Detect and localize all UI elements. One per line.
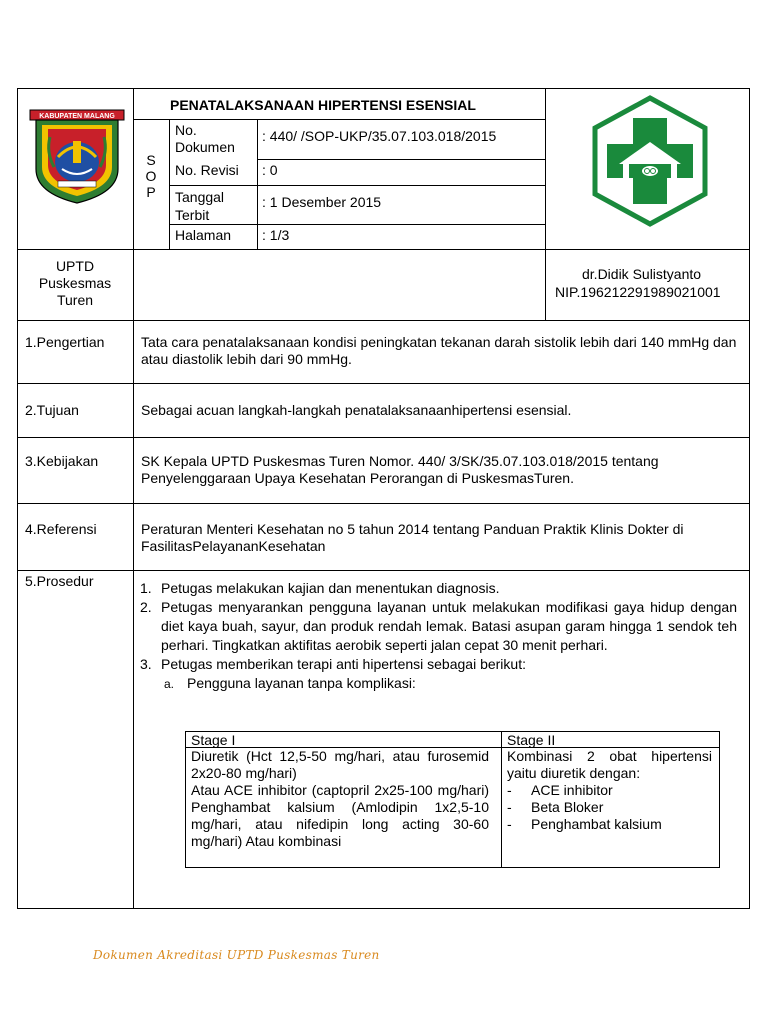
header-row-divider	[17, 249, 750, 250]
stage2-intro: Kombinasi 2 obat hipertensi yaitu diuretik dengan:	[507, 748, 712, 781]
field-label-tanggal-terbit	[175, 188, 245, 224]
bullet-dash: -	[507, 782, 512, 798]
puskesmas-logo	[585, 94, 715, 228]
stage2-item: ACE inhibitor	[531, 782, 613, 798]
org-line-1: UPTD	[55, 258, 95, 274]
section-label-prosedur: 5.Prosedur	[25, 573, 94, 589]
signer-name: dr.Didik Sulistyanto	[582, 266, 702, 282]
sop-label	[140, 152, 162, 200]
list-item	[507, 799, 712, 816]
section-label-tujuan: 2.Tujuan	[25, 402, 79, 418]
stage2-item: Penghambat kalsium	[531, 816, 662, 832]
kabupaten-malang-logo	[28, 107, 126, 205]
stage1-cell	[191, 748, 489, 850]
field-label-halaman: Halaman	[175, 227, 232, 243]
document-title: PENATALAKSANAAN HIPERTENSI ESENSIAL	[170, 97, 476, 113]
table-border-top	[17, 88, 750, 89]
section-label-kebijakan: 3.Kebijakan	[25, 453, 99, 469]
org-name	[20, 258, 130, 309]
section-label-referensi: 4.Referensi	[25, 521, 97, 537]
stage-column-divider	[501, 732, 502, 867]
step-text: Petugas melakukan kajian dan menentukan diagnosis.	[161, 580, 500, 596]
sub-marker: a.	[164, 677, 175, 691]
list-item	[507, 816, 712, 833]
step-number: 3.	[140, 656, 152, 672]
section-label-pengertian: 1.Pengertian	[25, 334, 105, 350]
sub-list-item	[134, 674, 737, 693]
list-item	[507, 782, 712, 799]
tanggal-terbit-text: Tanggal Terbit	[175, 189, 225, 223]
section-text-pengertian: Tata cara penatalaksanaan kondisi peningkatan tekanan darah sistolik lebih dari 140 mmHg dan atau diastolik lebih dari 90 mmHg.	[141, 334, 737, 367]
field-label-no-dokumen: No. Dokumen	[175, 122, 235, 155]
stage2-header: Stage II	[507, 732, 556, 748]
stage1-header: Stage I	[191, 732, 236, 748]
section-text-tujuan: Sebagai acuan langkah-langkah penatalaksanaanhipertensi esensial.	[141, 402, 572, 418]
stage2-cell	[507, 748, 712, 833]
signer-nip: NIP.196212291989021001	[555, 284, 721, 300]
list-item	[134, 579, 737, 598]
field-label-no-revisi: No. Revisi	[175, 162, 239, 178]
table-border-left	[17, 88, 18, 908]
sub-text: Pengguna layanan tanpa komplikasi:	[187, 675, 416, 691]
svg-text:KABUPATEN MALANG: KABUPATEN MALANG	[39, 113, 115, 120]
section-text-referensi: Peraturan Menteri Kesehatan no 5 tahun 2014 tentang Panduan Praktik Klinis Dokter di FasilitasPelayananKesehatan	[141, 521, 684, 554]
sop-column-divider	[169, 119, 170, 249]
list-item	[134, 655, 737, 674]
step-text: Petugas memberikan terapi anti hipertensi sebagai berikut:	[161, 656, 526, 672]
stage1-line: Diuretik (Hct 12,5-50 mg/hari, atau furosemid 2x20-80 mg/hari)	[191, 748, 489, 781]
row-divider-2	[17, 383, 750, 384]
row-divider-3	[17, 437, 750, 438]
list-item	[134, 598, 737, 655]
label-column-divider	[133, 88, 134, 908]
bullet-dash: -	[507, 816, 512, 832]
section-text-kebijakan: SK Kepala UPTD Puskesmas Turen Nomor. 440/ 3/SK/35.07.103.018/2015 tentang Penyelenggaraan Upaya Kesehatan Perorangan di PuskesmasTuren.	[141, 453, 659, 486]
table-border-bottom	[17, 908, 750, 909]
field-value-no-dokumen: : 440/ /SOP-UKP/35.07.103.018/2015	[262, 128, 497, 144]
prosedur-steps	[134, 579, 737, 693]
sop-letter-o: O	[145, 168, 157, 184]
table-border-right	[749, 88, 750, 908]
stage1-line: Atau ACE inhibitor (captopril 2x25-100 mg/hari) Penghambat kalsium (Amlodipin 1x2,5-10 mg/hari, atau nifedipin long acting 30-60 mg/hari) Atau kombinasi	[191, 782, 489, 849]
bullet-dash: -	[507, 799, 512, 815]
field-divider-tanggal	[169, 224, 545, 225]
field-value-tanggal-terbit: : 1 Desember 2015	[262, 194, 382, 210]
footer-text: Dokumen Akreditasi UPTD Puskesmas Turen	[93, 948, 380, 962]
stage-table	[185, 731, 720, 868]
org-line-2: Puskesmas	[38, 275, 112, 291]
title-divider	[133, 119, 545, 120]
step-number: 1.	[140, 580, 152, 596]
row-divider-4	[17, 503, 750, 504]
org-line-3: Turen	[56, 292, 94, 308]
sop-letter-s: S	[146, 152, 156, 168]
field-divider-dok	[257, 159, 545, 160]
field-label-divider	[257, 119, 258, 249]
stage2-item: Beta Bloker	[531, 799, 604, 815]
step-text: Petugas menyarankan pengguna layanan untuk melakukan modifikasi gaya hidup dengan diet kaya buah, sayur, dan produk rendah lemak. Batasi asupan garam hingga 1 sendok teh perhari. Tingkatkan aktifitas aerobik seperti jalan cepat 30 menit perhari.	[161, 599, 737, 653]
logo-column-divider	[545, 88, 546, 320]
field-divider-revisi	[169, 185, 545, 186]
sop-letter-p: P	[146, 184, 156, 200]
field-value-no-revisi: : 0	[262, 162, 278, 178]
step-number: 2.	[140, 599, 152, 615]
field-value-halaman: : 1/3	[262, 227, 290, 243]
row-divider-1	[17, 320, 750, 321]
row-divider-5	[17, 570, 750, 571]
